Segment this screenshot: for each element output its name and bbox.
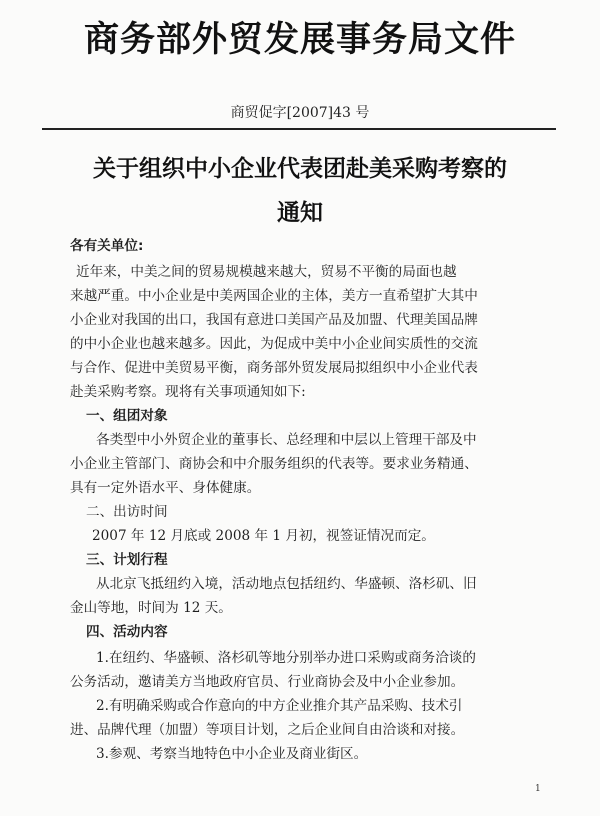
section-text-line: 各类型中小外贸企业的董事长、总经理和中层以上管理干部及中 [96, 432, 477, 448]
notice-title-line-1: 关于组织中小企业代表团赴美采购考察的 [93, 156, 507, 182]
intro-paragraph-line: 与合作、促进中美贸易平衡，商务部外贸发展局拟组织中小企业代表 [70, 360, 478, 376]
intro-paragraph-line: 近年来，中美之间的贸易规模越来越大，贸易不平衡的局面也越 [76, 264, 457, 280]
section-text-line: 从北京飞抵纽约入境，活动地点包括纽约、华盛顿、洛杉矶、旧 [96, 576, 477, 592]
document-number: 商贸促字[2007]43 号 [230, 105, 370, 121]
masthead-title: 商务部外贸发展事务局文件 [83, 20, 516, 60]
section-heading-recruitment: 一、组团对象 [86, 408, 168, 424]
section-heading-activities: 四、活动内容 [86, 624, 168, 640]
intro-paragraph-line: 赴美采购考察。现将有关事项通知如下: [70, 384, 306, 400]
section-text-line: 1.在纽约、华盛顿、洛杉矶等地分别举办进口采购或商务洽谈的 [96, 650, 476, 666]
section-heading-itinerary: 三、计划行程 [86, 552, 168, 568]
section-text-line: 公务活动，邀请美方当地政府官员、行业商协会及中小企业参加。 [70, 674, 465, 690]
section-text-line: 进、品牌代理（加盟）等项目计划，之后企业间自由洽谈和对接。 [70, 722, 465, 738]
section-text-line: 具有一定外语水平、身体健康。 [70, 480, 261, 496]
notice-title-line-2: 通知 [277, 200, 323, 226]
page-number: 1 [535, 784, 541, 794]
intro-paragraph-line: 的中小企业也越来越多。因此，为促成中美中小企业间实质性的交流 [70, 336, 478, 352]
salutation: 各有关单位: [70, 238, 144, 254]
header-divider [42, 128, 556, 130]
section-text-line: 2.有明确采购或合作意向的中方企业推介其产品采购、技术引 [96, 698, 463, 714]
section-text-line: 金山等地，时间为 12 天。 [70, 600, 232, 616]
intro-paragraph-line: 小企业对我国的出口，我国有意进口美国产品及加盟、代理美国品牌 [70, 312, 478, 328]
section-text-line: 3.参观、考察当地特色中小企业及商业街区。 [96, 746, 368, 762]
section-text-line: 2007 年 12 月底或 2008 年 1 月初，视签证情况而定。 [92, 528, 435, 544]
section-text-line: 小企业主管部门、商协会和中介服务组织的代表等。要求业务精通、 [70, 456, 478, 472]
section-heading-visit-time: 二、出访时间 [86, 504, 168, 520]
intro-paragraph-line: 来越严重。中小企业是中美两国企业的主体，美方一直希望扩大其中 [70, 288, 478, 304]
